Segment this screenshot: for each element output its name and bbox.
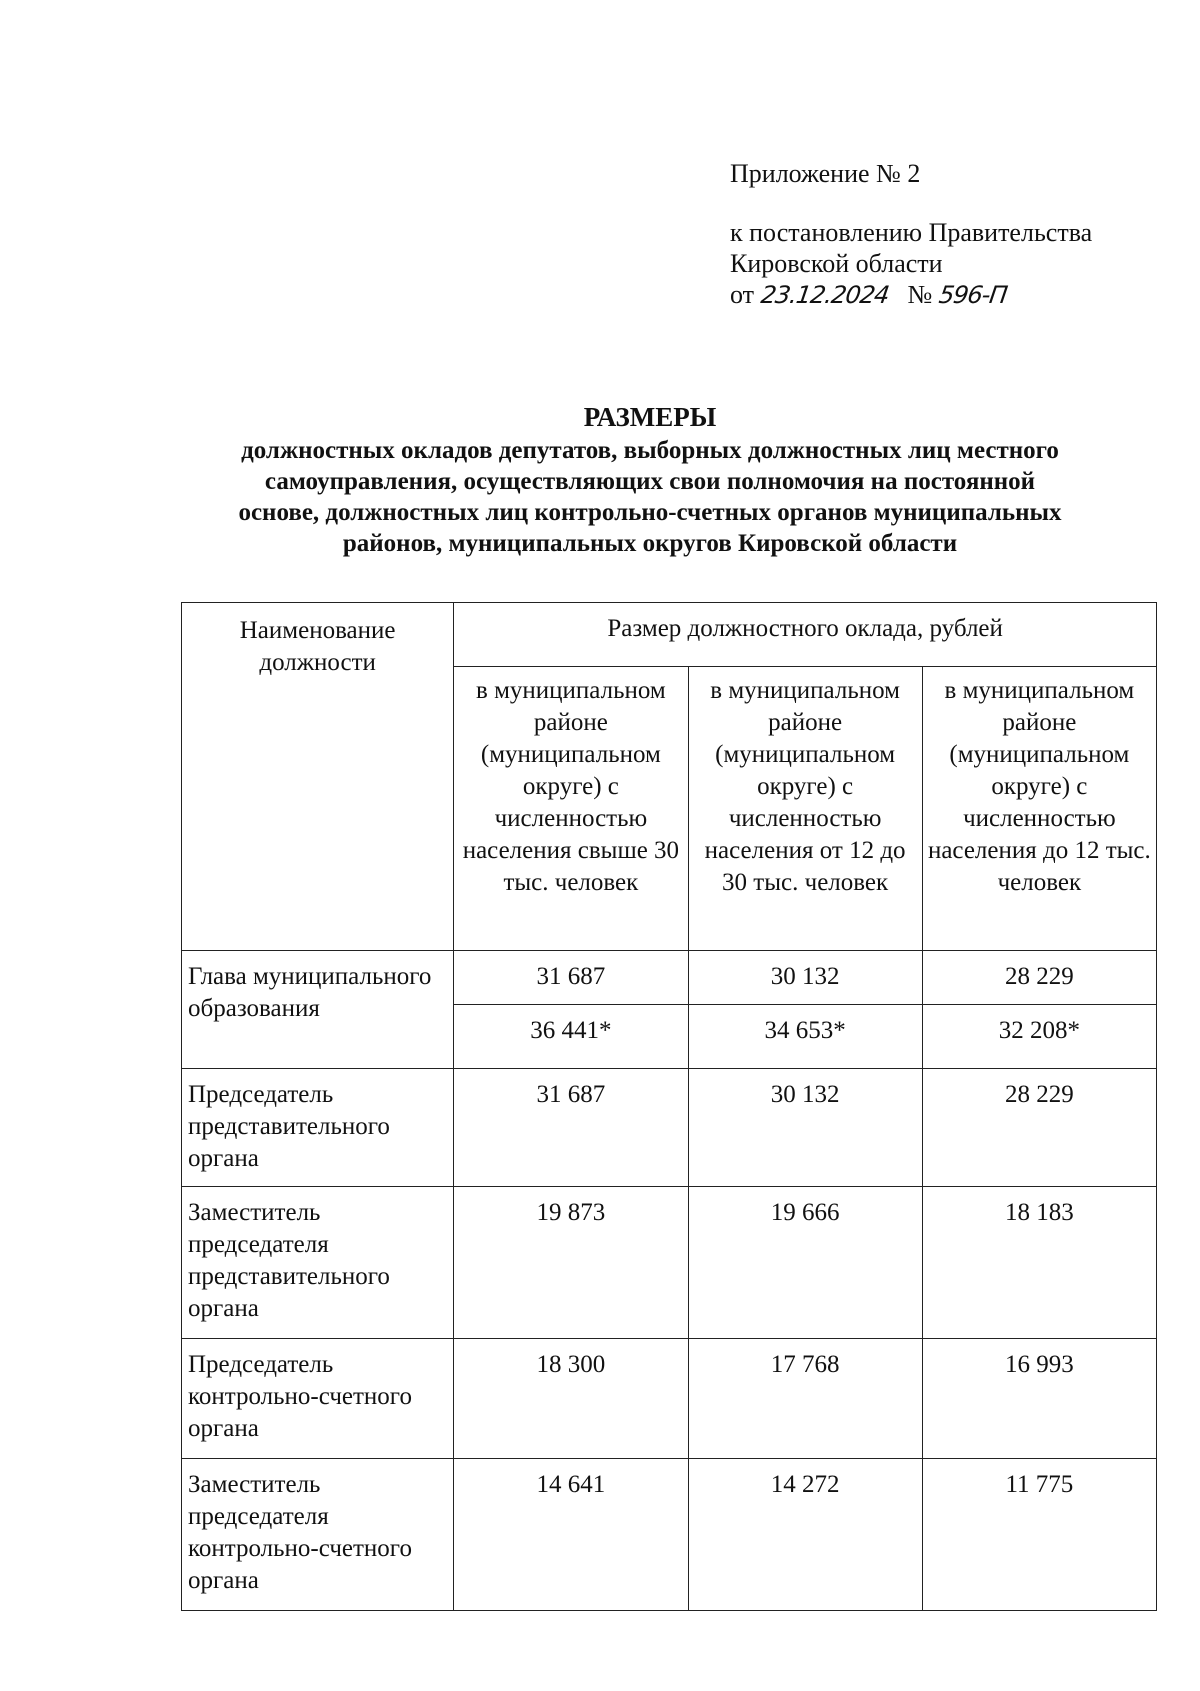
value-cell: 30 132 [688,951,922,1005]
row-name: Заместитель председателя представительного органа [182,1187,454,1339]
appendix-block [730,158,1092,311]
value-cell-alt: 32 208* [922,1005,1156,1069]
value-cell: 19 873 [454,1187,688,1339]
value-cell: 18 300 [454,1339,688,1459]
header-column-12-30k: в муниципальном районе (муниципальном округе) с численностью населения от 12 до 30 тыс. человек [688,667,922,951]
title-main: РАЗМЕРЫ [583,402,717,432]
date-prefix: от [730,280,755,309]
header-salary-group: Размер должностного оклада, рублей [454,603,1157,667]
table-row [182,951,1157,1005]
row-name: Глава муниципального образования [182,951,454,1069]
table-row [182,1187,1157,1339]
table-row [182,1069,1157,1187]
value-cell-alt: 34 653* [688,1005,922,1069]
title-line-3: основе, должностных лиц контрольно-счетных органов муниципальных [238,499,1062,526]
handwritten-date: 23.12.2024 [758,281,890,309]
header-position-name: Наименование должности [182,603,454,951]
table-row [182,1339,1157,1459]
table-row [182,1459,1157,1611]
handwritten-number: 596-П [936,281,1009,309]
value-cell: 16 993 [922,1339,1156,1459]
value-cell: 31 687 [454,1069,688,1187]
value-cell: 30 132 [688,1069,922,1187]
value-cell: 18 183 [922,1187,1156,1339]
title-line-2: самоуправления, осуществляющих свои полномочия на постоянной [264,468,1036,495]
value-cell: 19 666 [688,1187,922,1339]
table-header-row [182,603,1157,667]
value-cell: 11 775 [922,1459,1156,1611]
row-name: Председатель представительного органа [182,1069,454,1187]
header-column-under-12k: в муниципальном районе (муниципальном округе) с численностью населения до 12 тыс. человек [922,667,1156,951]
appendix-date-line [730,279,1092,311]
header-column-over-30k: в муниципальном районе (муниципальном округе) с численностью населения свыше 30 тыс. человек [454,667,688,951]
value-cell: 28 229 [922,1069,1156,1187]
appendix-region-line: Кировской области [730,249,943,278]
document-title [160,402,1140,559]
row-name: Председатель контрольно-счетного органа [182,1339,454,1459]
title-line-1: должностных окладов депутатов, выборных должностных лиц местного [241,437,1059,464]
title-line-4: районов, муниципальных округов Кировской области [342,530,958,557]
number-prefix: № [907,280,933,309]
appendix-decree-line: к постановлению Правительства [730,218,1093,247]
value-cell: 28 229 [922,951,1156,1005]
appendix-label: Приложение № 2 [730,159,921,188]
value-cell: 17 768 [688,1339,922,1459]
value-cell: 31 687 [454,951,688,1005]
value-cell-alt: 36 441* [454,1005,688,1069]
value-cell: 14 272 [688,1459,922,1611]
salary-table [181,602,1157,1611]
row-name: Заместитель председателя контрольно-счетного органа [182,1459,454,1611]
value-cell: 14 641 [454,1459,688,1611]
